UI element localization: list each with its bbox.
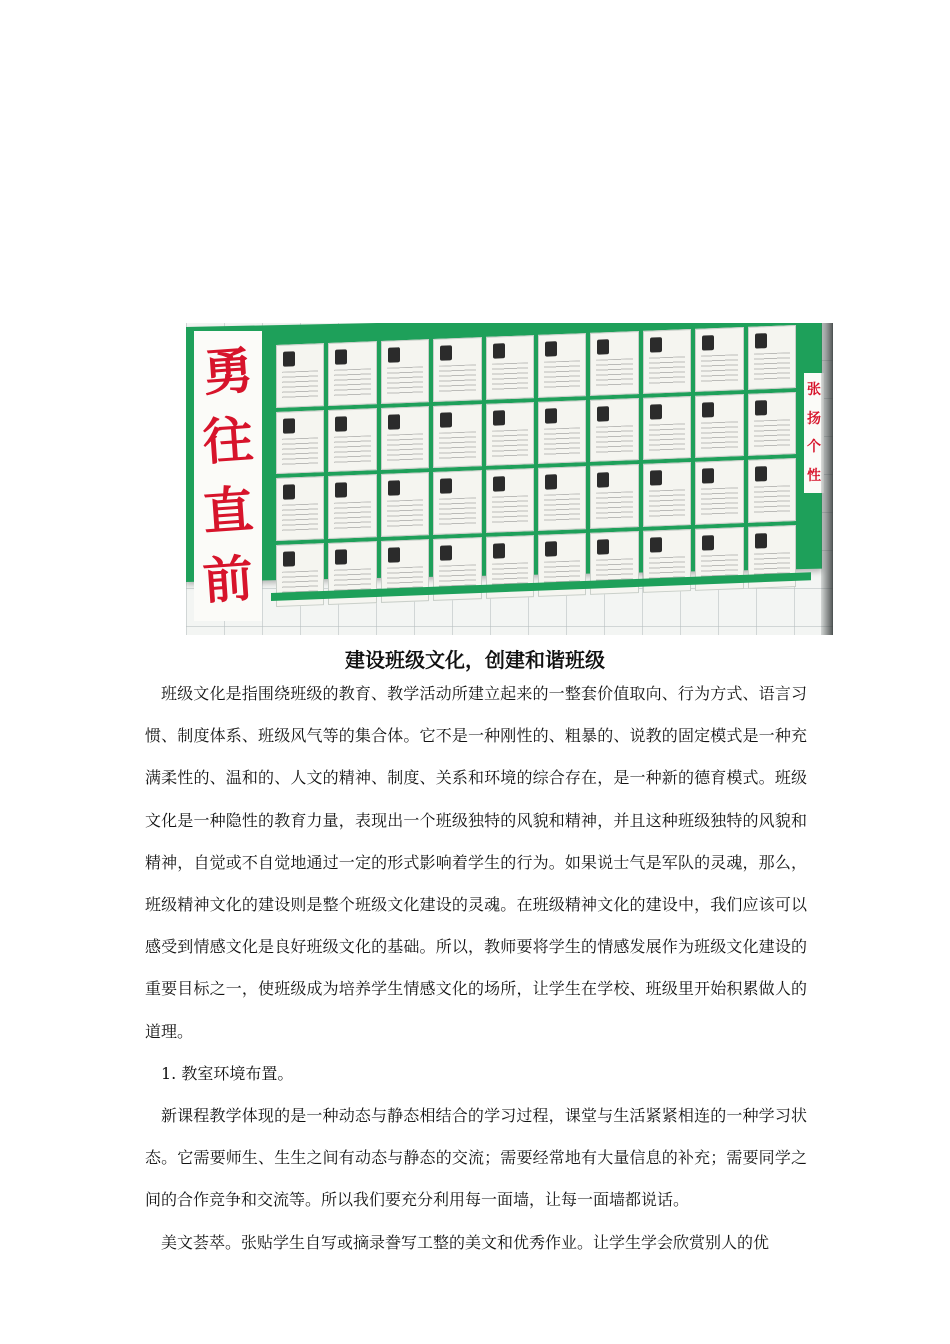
profile-card (695, 394, 743, 458)
bulletin-board-photo (186, 323, 833, 635)
profile-card (433, 337, 481, 401)
profile-card (538, 400, 586, 464)
banner-char: 扬 (807, 410, 821, 427)
banner-char: 性 (807, 467, 821, 484)
profile-card (538, 333, 586, 397)
profile-card (381, 406, 429, 470)
profile-card (643, 462, 691, 526)
banner-char: 张 (807, 382, 821, 399)
profile-card (643, 329, 691, 393)
banner-char: 往 (200, 409, 255, 472)
profile-card (276, 476, 324, 540)
profile-card (433, 470, 481, 534)
banner-char: 直 (200, 479, 255, 542)
profile-card (276, 343, 324, 407)
article-body (145, 673, 807, 1264)
profile-card (695, 327, 743, 391)
profile-card (381, 472, 429, 536)
left-banner (194, 331, 262, 621)
section-heading-classroom-layout: 1. 教室环境布置。 (161, 1063, 294, 1083)
profile-card (328, 408, 376, 472)
photo-edge-shadow (821, 323, 833, 635)
student-profile-grid (276, 325, 796, 607)
profile-card (276, 410, 324, 474)
profile-card (695, 460, 743, 524)
profile-card (328, 474, 376, 538)
article-title: 建设班级文化，创建和谐班级 (345, 648, 605, 672)
profile-card (748, 325, 796, 389)
profile-card (590, 398, 638, 462)
profile-card (748, 392, 796, 456)
profile-card (486, 468, 534, 532)
profile-card (381, 339, 429, 403)
paragraph-essay-showcase: 美文荟萃。张贴学生自写或摘录誊写工整的美文和优秀作业。让学生学会欣赏别人的优 (161, 1232, 770, 1252)
banner-char: 勇 (200, 340, 255, 403)
profile-card (486, 335, 534, 399)
profile-card (590, 331, 638, 395)
profile-card (486, 402, 534, 466)
banner-char: 前 (200, 548, 255, 611)
profile-card (433, 404, 481, 468)
profile-card (643, 396, 691, 460)
profile-card (538, 466, 586, 530)
banner-char: 个 (807, 439, 821, 456)
profile-card (328, 341, 376, 405)
paragraph-class-culture: 班级文化是指围绕班级的教育、教学活动所建立起来的一整套价值取向、行为方式、语言习惯、制度体系、班级风气等的集合体。它不是一种刚性的、粗暴的、说教的固定模式是一种充满柔性的、温和的、人文的精神、制度、关系和环境的综合存在，是一种新的德育模式。班级文化是一种隐性的教育力量，表现出一个班级独特的风貌和精神，并且这种班级独特的风貌和精神，自觉或不自觉地通过一定的形式影响着学生的行为。如果说士气是军队的灵魂，那么，班级精神文化的建设则是整个班级文化建设的灵魂。在班级精神文化的建设中，我们应该可以感受到情感文化是良好班级文化的基础。所以，教师要将学生的情感发展作为班级文化建设的重要目标之一，使班级成为培养学生情感文化的场所，让学生在学校、班级里开始积累做人的道理。 (145, 684, 807, 1041)
paragraph-new-curriculum: 新课程教学体现的是一种动态与静态相结合的学习过程，课堂与生活紧紧相连的一种学习状态。它需要师生、生生之间有动态与静态的交流；需要经常地有大量信息的补充；需要同学之间的合作竞争和交流等。所以我们要充分利用每一面墙，让每一面墙都说话。 (145, 1106, 807, 1210)
profile-card (748, 458, 796, 522)
profile-card (590, 464, 638, 528)
